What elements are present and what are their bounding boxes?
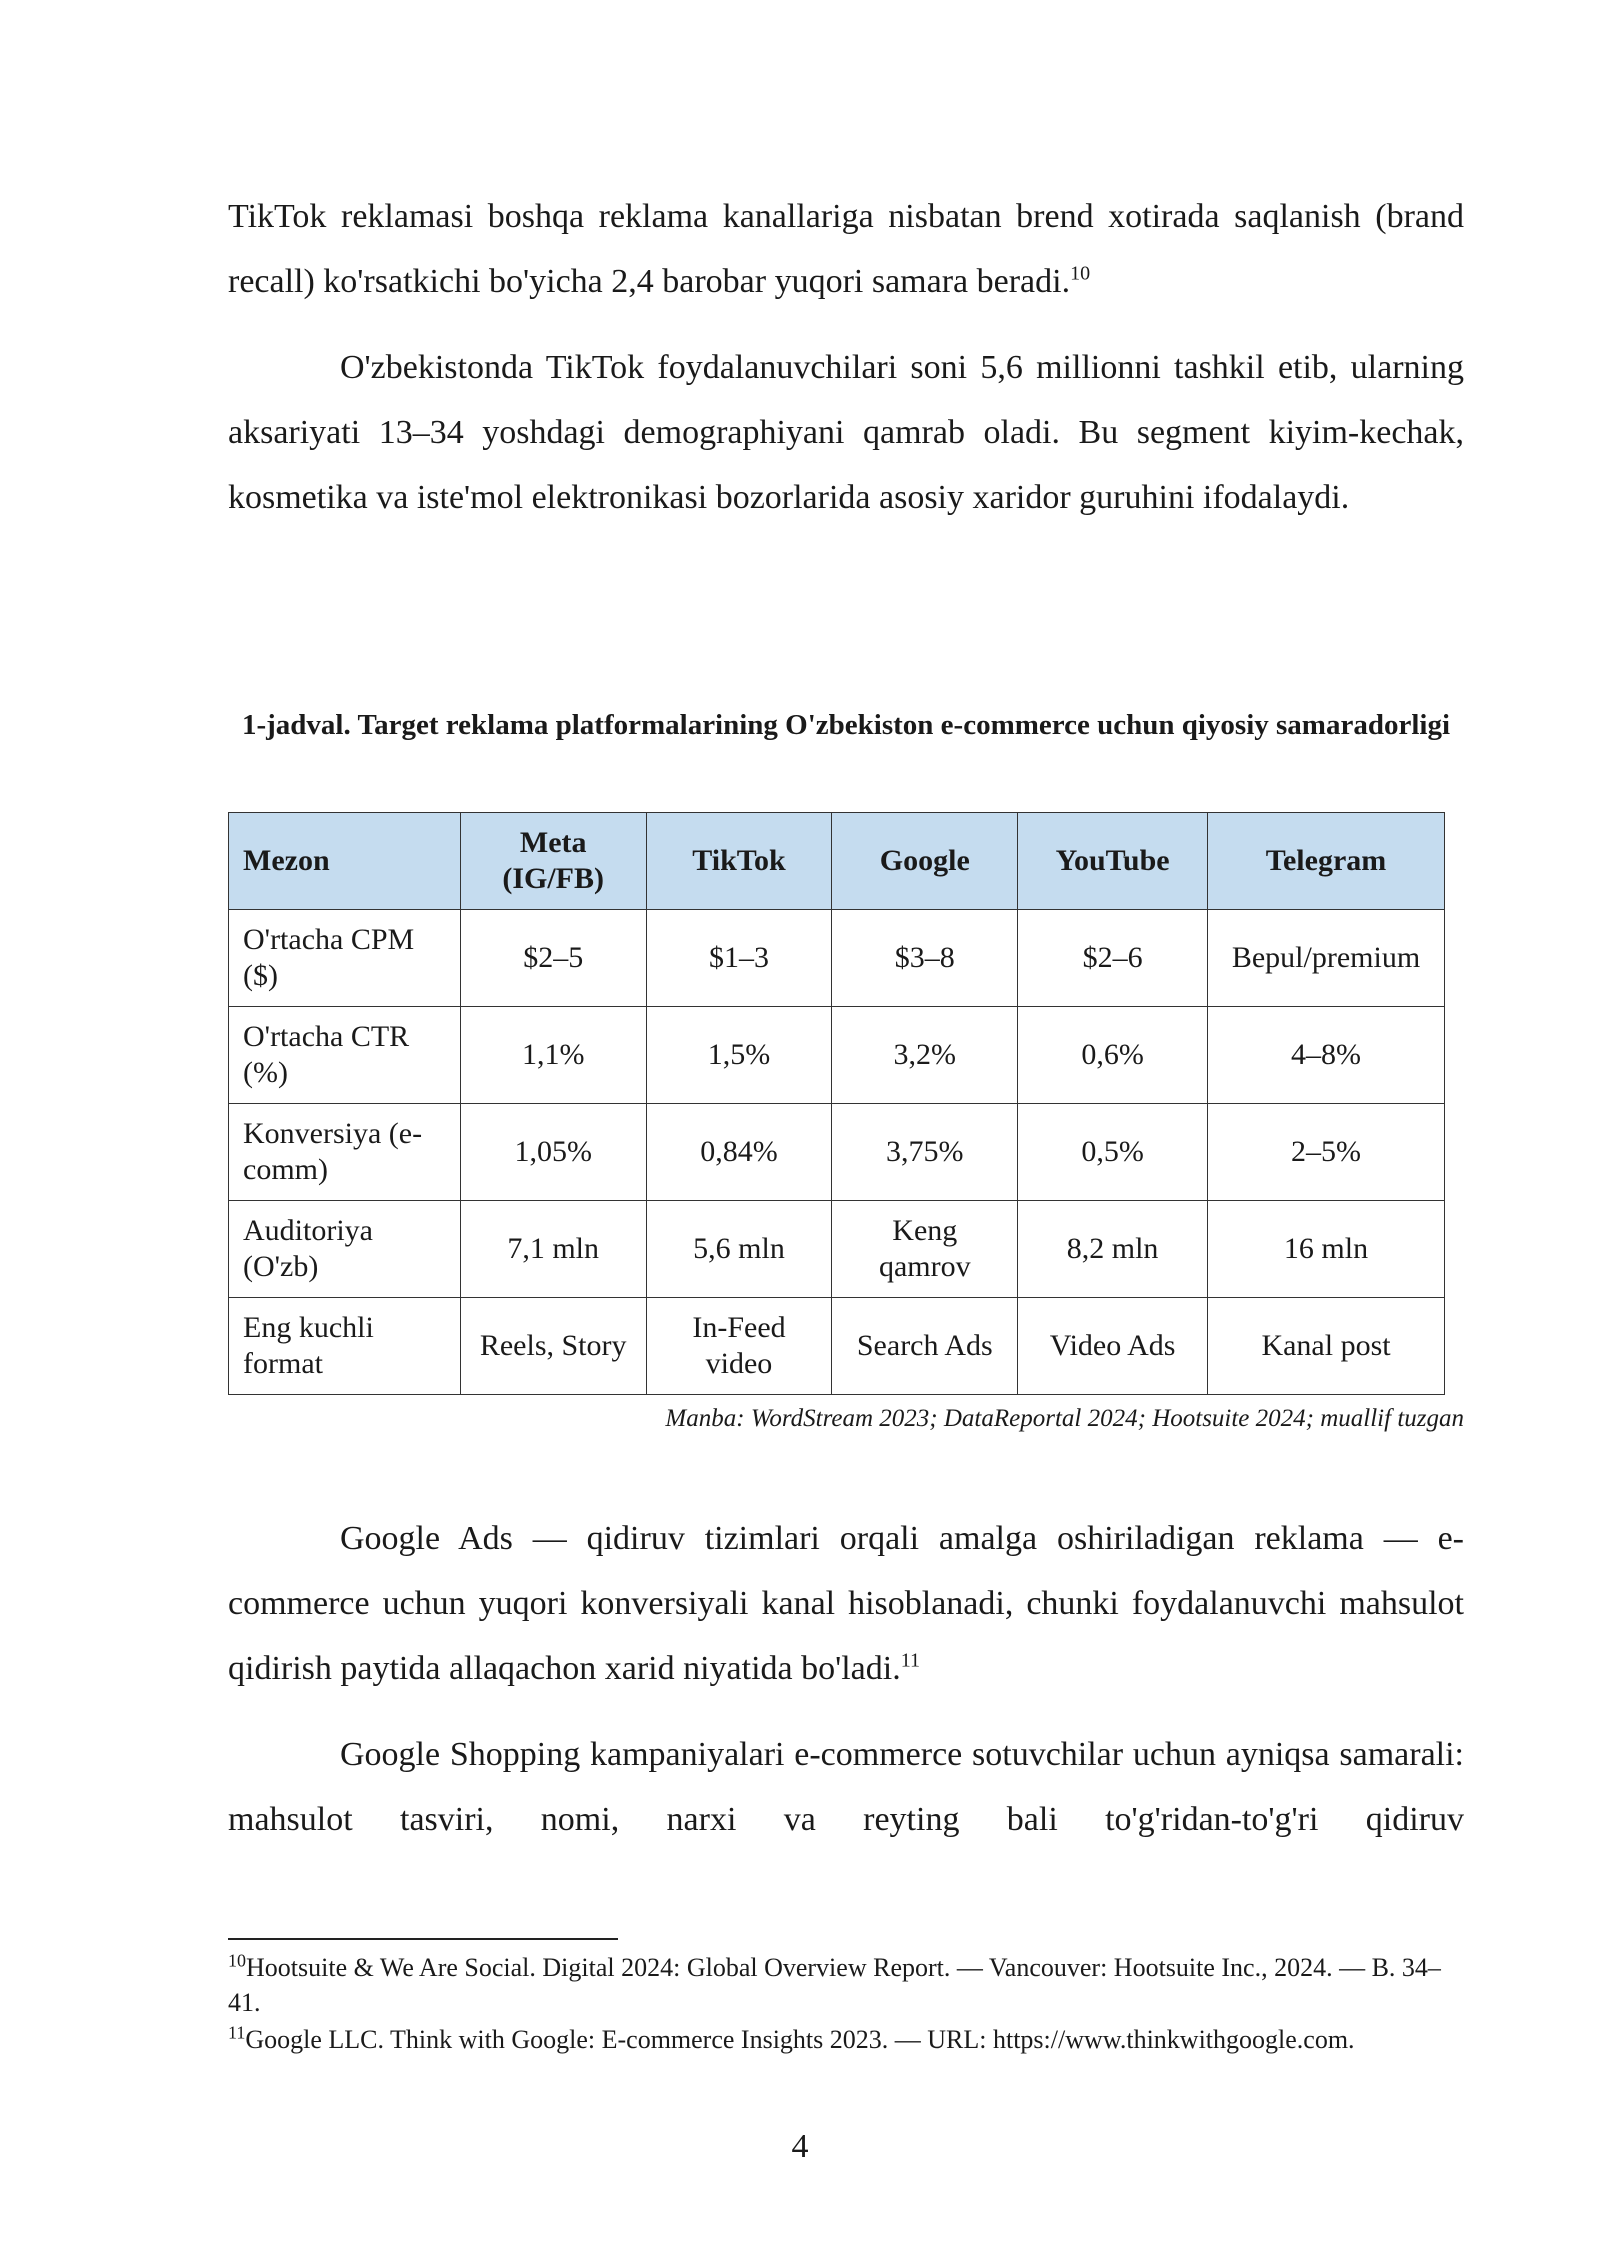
table-cell: 4–8%: [1208, 1007, 1445, 1104]
paragraph-tiktok-users: O'zbekistonda TikTok foydalanuvchilari soni 5,6 millionni tashkil etib, ularning aksariyati 13–34 yoshdagi demographiyani qamrab oladi. Bu segment kiyim-kechak, kosmetika va iste'mol elektronikasi bozorlarida asosiy xaridor guruhini ifodalaydi.: [228, 349, 1464, 516]
table-cell: In-Feed video: [646, 1298, 832, 1395]
footnote-number: 10: [228, 1950, 246, 1971]
header-cell: Telegram: [1208, 813, 1445, 910]
footnote-ref-10[interactable]: 10: [1070, 262, 1091, 285]
header-cell: Mezon: [229, 813, 461, 910]
footnote-10: [228, 1950, 1464, 2020]
table-cell: Bepul/premium: [1208, 910, 1445, 1007]
table-row: [229, 1104, 1445, 1201]
row-label-cell: Eng kuchli format: [229, 1298, 461, 1395]
table-row: [229, 910, 1445, 1007]
table-cell: 1,5%: [646, 1007, 832, 1104]
footnote-text: Hootsuite & We Are Social. Digital 2024: Global Overview Report. — Vancouver: Hootsuite Inc., 2024. — B. 34–41.: [228, 1953, 1441, 2017]
paragraph-tiktok-recall: [228, 184, 1464, 314]
table-cell: $2–6: [1018, 910, 1208, 1007]
table-header-row: [229, 813, 1445, 910]
table-row: [229, 1007, 1445, 1104]
table-source-note: Manba: WordStream 2023; DataReportal 2024; Hootsuite 2024; muallif tuzgan: [665, 1405, 1464, 1432]
page-number: 4: [791, 2128, 809, 2165]
table-cell: 3,2%: [832, 1007, 1018, 1104]
header-cell: Google: [832, 813, 1018, 910]
table-caption: 1-jadval. Target reklama platformalarining O'zbekiston e-commerce uchun qiyosiy samaradorligi: [241, 709, 1451, 741]
table-cell: 1,05%: [460, 1104, 646, 1201]
table-cell: 5,6 mln: [646, 1201, 832, 1298]
footnotes: [228, 1950, 1464, 2059]
header-cell: YouTube: [1018, 813, 1208, 910]
table-row: [229, 1298, 1445, 1395]
comparison-table: [228, 812, 1445, 1395]
table-cell: $2–5: [460, 910, 646, 1007]
table-cell: 0,6%: [1018, 1007, 1208, 1104]
table-cell: 8,2 mln: [1018, 1201, 1208, 1298]
table-cell: Keng qamrov: [832, 1201, 1018, 1298]
footnote-number: 11: [228, 2022, 246, 2043]
table-cell: Search Ads: [832, 1298, 1018, 1395]
table-cell: 7,1 mln: [460, 1201, 646, 1298]
table-cell: $3–8: [832, 910, 1018, 1007]
footnote-ref-11[interactable]: 11: [900, 1649, 920, 1672]
bottom-text-block: [228, 1506, 1464, 1852]
table-cell: $1–3: [646, 910, 832, 1007]
paragraph-google-shopping: Google Shopping kampaniyalari e-commerce sotuvchilar uchun ayniqsa samarali: mahsulot tasviri, nomi, narxi va reyting bali to'g'ridan-to'g'ri qidiruv: [228, 1736, 1464, 1838]
header-cell: Meta (IG/FB): [460, 813, 646, 910]
footnote-separator: [228, 1938, 618, 1940]
top-text-block: [228, 184, 1464, 530]
table-cell: 0,84%: [646, 1104, 832, 1201]
row-label-cell: O'rtacha CTR (%): [229, 1007, 461, 1104]
table-cell: Reels, Story: [460, 1298, 646, 1395]
table-cell: 1,1%: [460, 1007, 646, 1104]
paragraph-google-ads: [228, 1506, 1464, 1701]
table-row: [229, 1201, 1445, 1298]
header-cell: TikTok: [646, 813, 832, 910]
table-cell: 3,75%: [832, 1104, 1018, 1201]
table-cell: 2–5%: [1208, 1104, 1445, 1201]
table-cell: Kanal post: [1208, 1298, 1445, 1395]
table-cell: 16 mln: [1208, 1201, 1445, 1298]
footnote-text: Google LLC. Think with Google: E-commerce Insights 2023. — URL: https://www.thinkwithgoogle.com.: [245, 2025, 1355, 2054]
table-cell: Video Ads: [1018, 1298, 1208, 1395]
footnote-11: [228, 2022, 1464, 2057]
row-label-cell: Konversiya (e-comm): [229, 1104, 461, 1201]
paragraph-text: TikTok reklamasi boshqa reklama kanallariga nisbatan brend xotirada saqlanish (brand recall) ko'rsatkichi bo'yicha 2,4 barobar yuqori samara beradi.: [228, 198, 1464, 300]
table-cell: 0,5%: [1018, 1104, 1208, 1201]
row-label-cell: O'rtacha CPM ($): [229, 910, 461, 1007]
paragraph-text: Google Ads — qidiruv tizimlari orqali amalga oshiriladigan reklama — e-commerce uchun yuqori konversiyali kanal hisoblanadi, chunki foydalanuvchi mahsulot qidirish paytida allaqachon xarid niyatida bo'ladi.: [228, 1520, 1464, 1687]
row-label-cell: Auditoriya (O'zb): [229, 1201, 461, 1298]
